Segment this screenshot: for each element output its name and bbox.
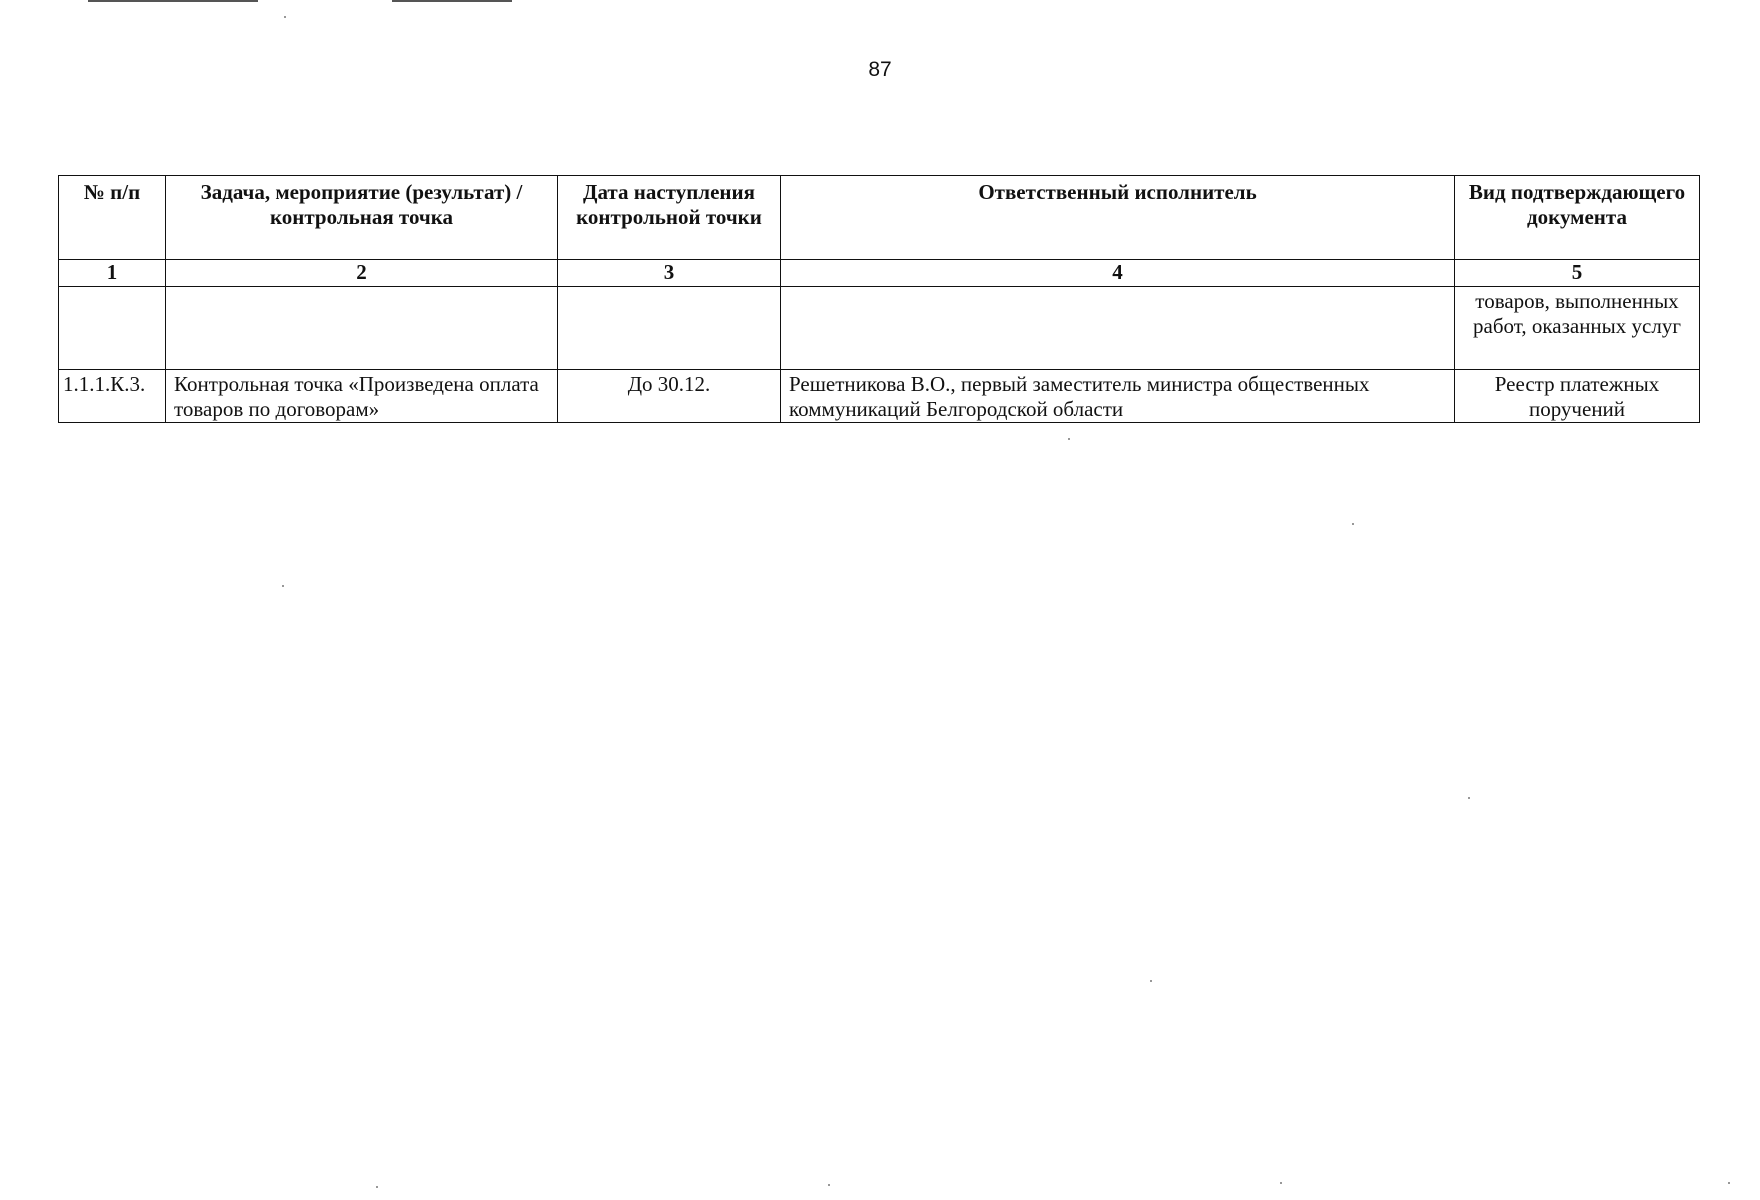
cell-document: товаров, выполненных работ, оказанных услуг [1455,287,1700,370]
scan-speck [376,1186,378,1188]
column-number: 2 [166,260,558,287]
cell-document: Реестр платежных поручений [1455,370,1700,423]
control-points-table [58,175,1700,423]
header-task: Задача, мероприятие (результат) / контрольная точка [166,176,558,260]
scan-speck [1068,438,1070,440]
cell-task [166,287,558,370]
header-date: Дата наступления контрольной точки [558,176,781,260]
header-number: № п/п [59,176,166,260]
continuation-row [59,287,1700,370]
cell-responsible [781,287,1455,370]
scan-edge-mark [88,0,258,2]
scan-edge-mark [392,0,512,2]
cell-date: До 30.12. [558,370,781,423]
cell-task: Контрольная точка «Произведена оплата товаров по договорам» [166,370,558,423]
cell-date [558,287,781,370]
cell-responsible: Решетникова В.О., первый заместитель министра общественных коммуникаций Белгородской области [781,370,1455,423]
column-number: 4 [781,260,1455,287]
scan-speck [828,1184,830,1186]
column-number: 3 [558,260,781,287]
scan-speck [1468,797,1470,799]
header-responsible: Ответственный исполнитель [781,176,1455,260]
scan-speck [1280,1182,1282,1184]
column-numbers-row [59,260,1700,287]
column-number: 5 [1455,260,1700,287]
scan-speck [1150,980,1152,982]
scan-speck [1728,1182,1730,1184]
page-number: 87 [868,58,892,81]
column-number: 1 [59,260,166,287]
scan-speck [282,585,284,587]
table-row [59,370,1700,423]
cell-number [59,287,166,370]
scan-speck [1352,523,1354,525]
table-header-row [59,176,1700,260]
scan-speck [284,16,286,18]
header-document: Вид подтверждающего документа [1455,176,1700,260]
cell-number: 1.1.1.К.3. [59,370,166,423]
